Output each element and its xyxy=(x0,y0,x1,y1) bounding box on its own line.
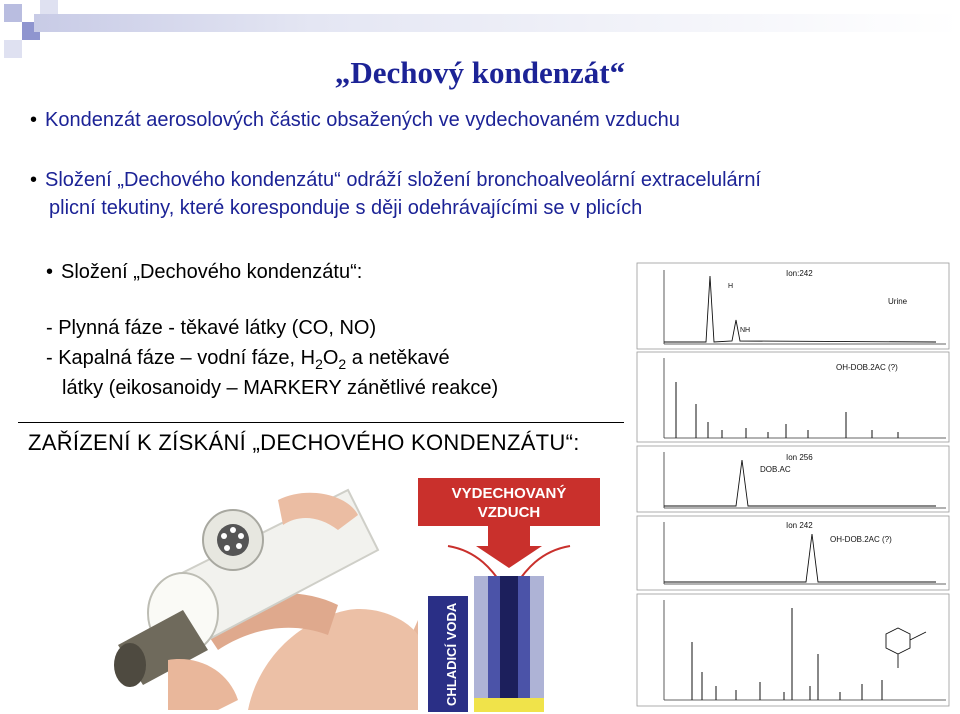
cooling-water-label: CHLADICÍ VODA xyxy=(444,602,459,706)
bullet-text: Složení „Dechového kondenzátu“: xyxy=(61,261,363,283)
banner-text-line2: VZDUCH xyxy=(477,504,541,521)
panel4-ion: Ion 242 xyxy=(786,521,813,530)
bullet-composition-heading xyxy=(46,258,362,286)
panel4-label: OH-DOB.2AC (?) xyxy=(830,535,892,544)
bullet-text-line2: plicní tekutiny, které koresponduje s ději odehrávajícími se v plicích xyxy=(49,197,643,219)
condenser-schematic xyxy=(418,476,634,712)
panel1-sample: Urine xyxy=(888,297,908,306)
panel1-peak-h: H xyxy=(728,283,734,290)
header-bar xyxy=(34,14,960,32)
separator-line xyxy=(18,422,624,423)
liquid-text: O xyxy=(322,347,339,369)
subscript: 2 xyxy=(315,356,323,372)
device-heading: ZAŘÍZENÍ K ZÍSKÁNÍ „DECHOVÉHO KONDENZÁTU“: xyxy=(28,430,580,455)
panel3-label: DOB.AC xyxy=(760,465,791,474)
panel1-peak-nh: NH xyxy=(740,327,751,334)
bullet-dot: • xyxy=(30,109,38,131)
bullet-dot: • xyxy=(46,261,54,283)
bullet-aerosol xyxy=(30,106,680,134)
slide-title: „Dechový kondenzát“ xyxy=(334,55,626,90)
bullet-text: Složení „Dechového kondenzátu“ odráží složení bronchoalveolární extracelulární xyxy=(45,169,761,191)
bullet-composition xyxy=(30,166,930,222)
device-photo xyxy=(48,470,418,710)
subscript: 2 xyxy=(338,356,347,372)
panel3-ion: Ion 256 xyxy=(786,453,813,462)
bullet-dot: • xyxy=(30,169,38,191)
liquid-phase-continuation: látky (eikosanoidy – MARKERY zánětlivé reakce) xyxy=(62,377,499,399)
panel1-ion: Ion:242 xyxy=(786,269,813,278)
liquid-text: - Kapalná fáze – vodní fáze, H xyxy=(46,347,316,369)
bullet-text: Kondenzát aerosolových částic obsažených ve vydechovaném vzduchu xyxy=(45,109,680,131)
liquid-phase-line xyxy=(46,344,450,378)
chromatograms xyxy=(636,262,950,708)
banner-text-line1: VYDECHOVANÝ xyxy=(451,485,567,502)
liquid-text: a netěkavé xyxy=(346,347,450,369)
panel2-label: OH-DOB.2AC (?) xyxy=(836,363,898,372)
gas-phase-line: - Plynná fáze - těkavé látky (CO, NO) xyxy=(46,317,377,339)
